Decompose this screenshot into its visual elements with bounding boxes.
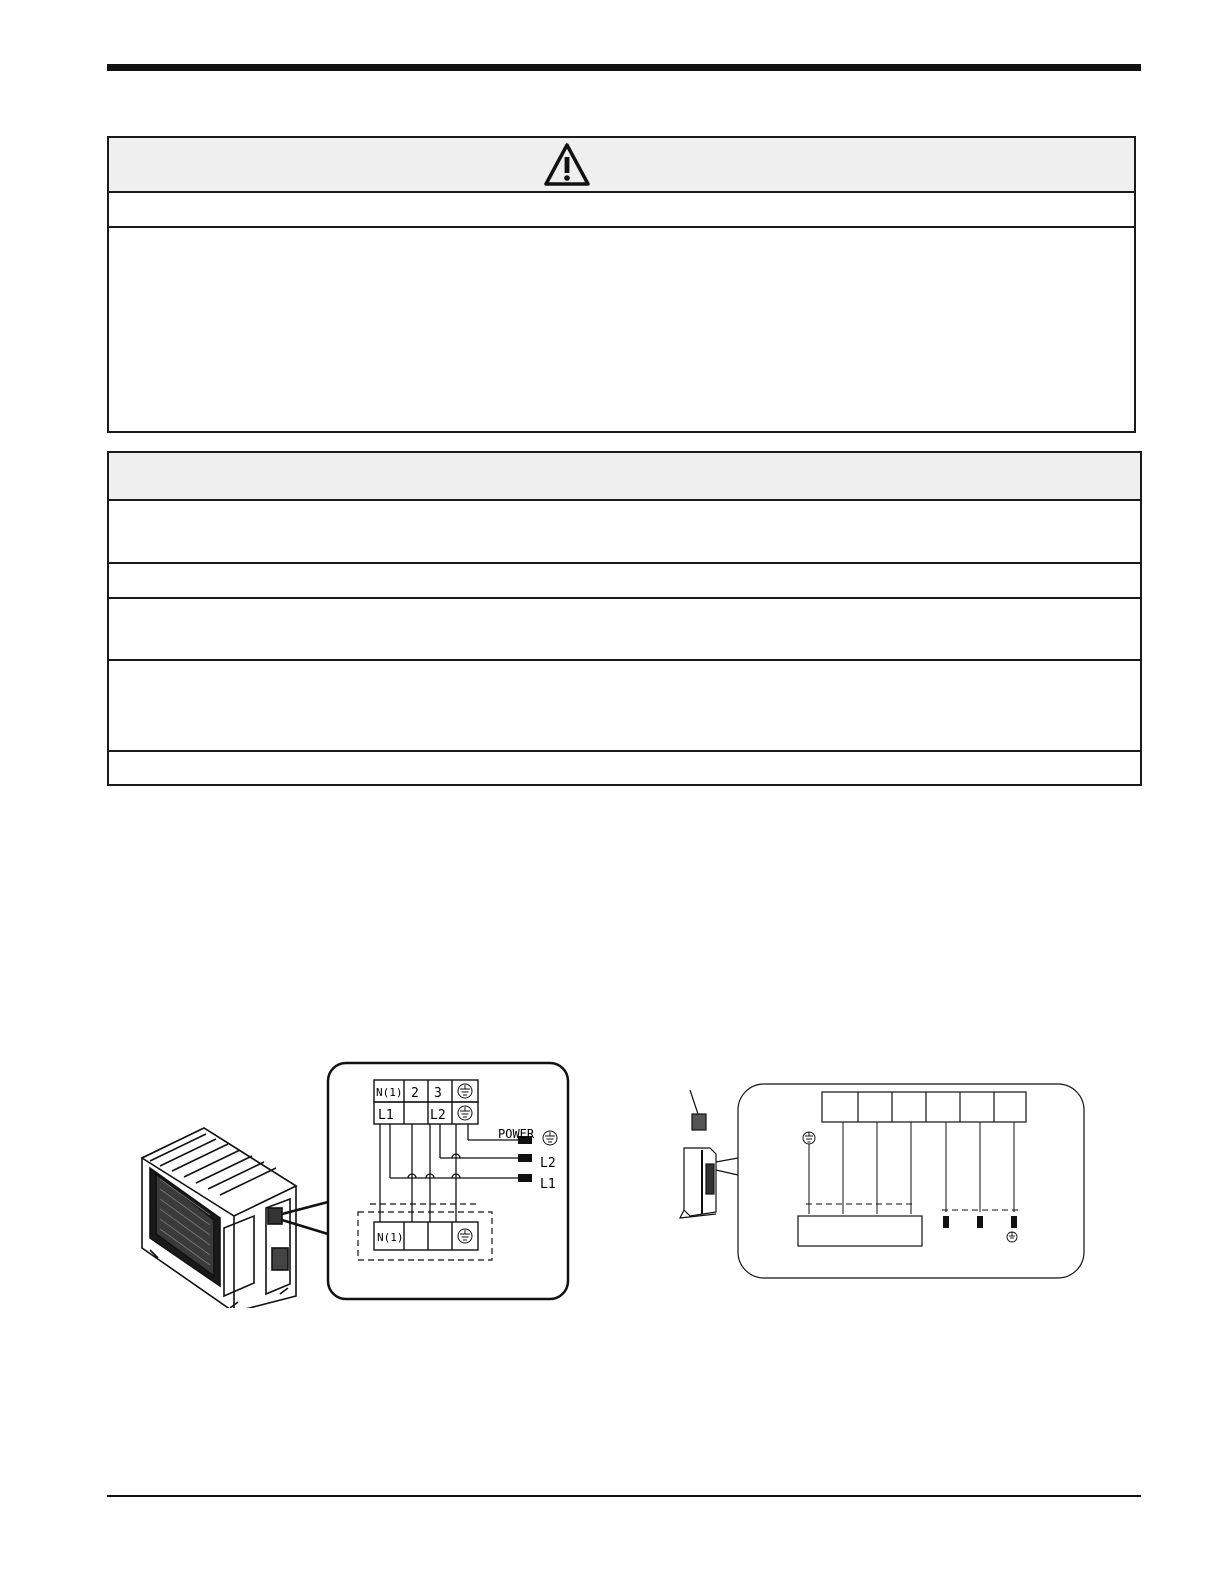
caution-table	[107, 451, 1142, 786]
indoor-unit-illustration	[680, 1090, 716, 1218]
terminal-strip	[822, 1092, 1026, 1122]
bottom-rule	[107, 1495, 1141, 1497]
control-board-block	[798, 1216, 922, 1246]
terminal-label: 3	[434, 1086, 442, 1101]
warning-divider	[109, 191, 1134, 193]
warning-divider	[109, 226, 1134, 228]
outdoor-unit-wiring-diagram	[130, 1058, 580, 1308]
top-rule	[107, 64, 1141, 71]
terminal-label: L1	[378, 1108, 394, 1123]
caution-divider	[109, 562, 1140, 564]
caution-divider	[109, 750, 1140, 752]
line-label: L1	[540, 1177, 556, 1192]
warning-triangle-icon	[543, 142, 591, 188]
caution-header	[109, 453, 1140, 501]
caution-divider	[109, 597, 1140, 599]
warning-table	[107, 136, 1136, 433]
indoor-unit-wiring-diagram	[676, 1080, 1090, 1282]
terminal-label: L2	[430, 1108, 446, 1123]
caution-divider	[109, 499, 1140, 501]
power-label: POWER	[498, 1127, 535, 1141]
terminal-label: N(1)	[376, 1086, 403, 1099]
warning-header	[109, 138, 1134, 193]
terminal-label: N(1)	[377, 1231, 404, 1244]
outdoor-unit-illustration	[142, 1128, 296, 1308]
line-label: L2	[540, 1156, 556, 1171]
caution-divider	[109, 659, 1140, 661]
terminal-label: 2	[411, 1086, 419, 1101]
